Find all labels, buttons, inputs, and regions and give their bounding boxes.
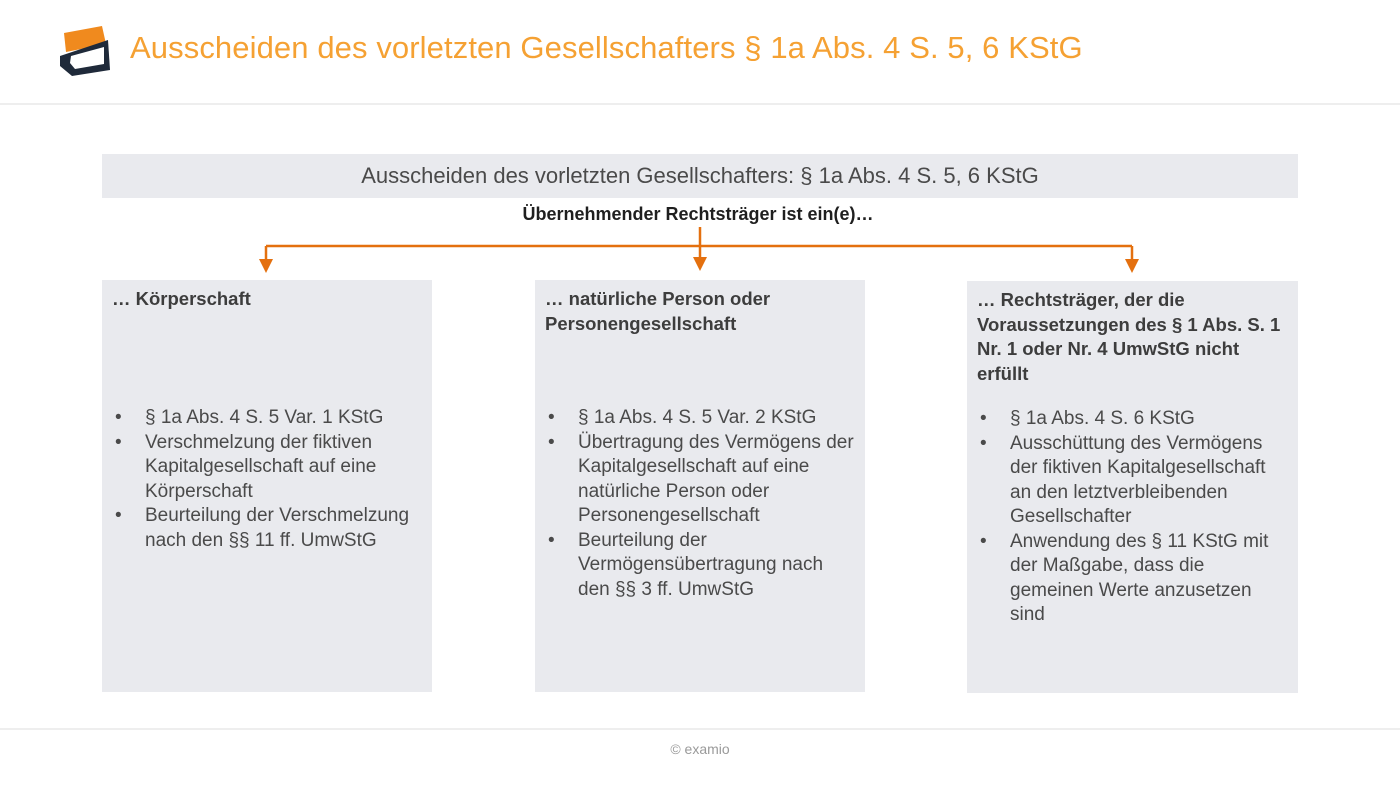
box-title: … Rechtsträger, der die Voraussetzungen des § 1 Abs. S. 1 Nr. 1 oder Nr. 4 UmwStG nicht erfüllt bbox=[977, 289, 1281, 384]
list-item: • Verschmelzung der fiktiven Kapitalgesellschaft auf eine Körperschaft bbox=[112, 431, 424, 505]
list-item: • § 1a Abs. 4 S. 5 Var. 2 KStG bbox=[545, 406, 857, 431]
diagram-banner: Ausscheiden des vorletzten Gesellschafters: § 1a Abs. 4 S. 5, 6 KStG bbox=[102, 154, 1298, 198]
arrowhead-center-icon bbox=[693, 257, 707, 271]
option-box-rechtstraeger bbox=[967, 281, 1298, 693]
list-item: • Ausschüttung des Vermögens der fiktiven Kapitalgesellschaft an den letztverbleibenden Gesellschafter bbox=[977, 432, 1290, 530]
list-item: • § 1a Abs. 4 S. 5 Var. 1 KStG bbox=[112, 406, 424, 431]
list-item: • Beurteilung der Verschmelzung nach den §§ 11 ff. UmwStG bbox=[112, 504, 424, 553]
examio-logo-icon bbox=[58, 26, 112, 78]
footer-copyright: © examio bbox=[670, 741, 730, 757]
bullet-list bbox=[112, 406, 424, 553]
box-title: … Körperschaft bbox=[112, 288, 251, 309]
arrowhead-right-icon bbox=[1125, 259, 1139, 273]
page-title: Ausscheiden des vorletzten Gesellschafters § 1a Abs. 4 S. 5, 6 KStG bbox=[130, 30, 1083, 65]
diagram-subheading: Übernehmender Rechtsträger ist ein(e)… bbox=[522, 204, 874, 224]
list-item: • Anwendung des § 11 KStG mit der Maßgabe, dass die gemeinen Werte anzusetzen sind bbox=[977, 530, 1290, 628]
header bbox=[0, 0, 1400, 105]
option-box-koerperschaft bbox=[102, 280, 432, 692]
bullet-list bbox=[977, 407, 1290, 628]
list-item: • § 1a Abs. 4 S. 6 KStG bbox=[977, 407, 1290, 432]
bullet-list bbox=[545, 406, 857, 602]
option-box-natuerliche-person bbox=[535, 280, 865, 692]
list-item: • Beurteilung der Vermögensübertragung nach den §§ 3 ff. UmwStG bbox=[545, 529, 857, 603]
arrowhead-left-icon bbox=[259, 259, 273, 273]
list-item: • Übertragung des Vermögens der Kapitalgesellschaft auf eine natürliche Person oder Personengesellschaft bbox=[545, 431, 857, 529]
footer-divider bbox=[0, 728, 1400, 730]
box-title: … natürliche Person oder Personengesellschaft bbox=[545, 288, 771, 334]
